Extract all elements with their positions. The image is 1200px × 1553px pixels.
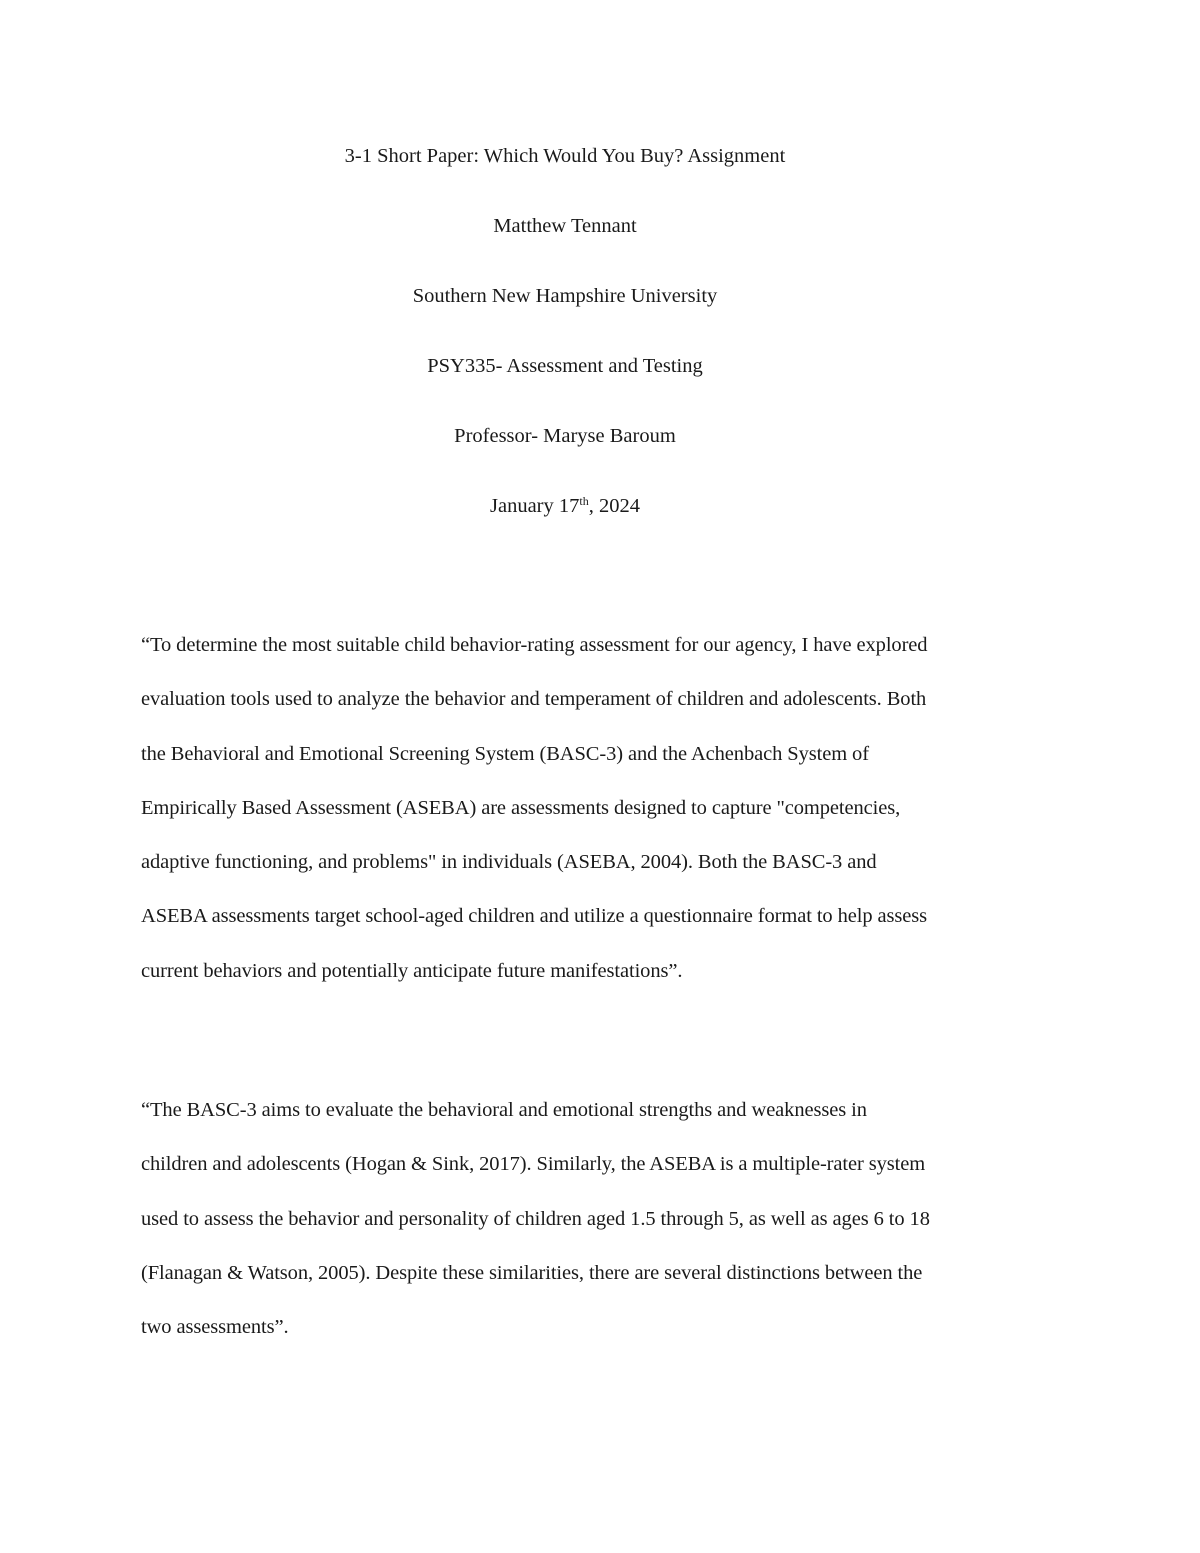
date-suffix: , 2024 — [588, 495, 640, 517]
date-ordinal: th — [579, 494, 589, 508]
paragraph-line: “To determine the most suitable child behavior-rating assessment for our agency, I have explored — [141, 634, 928, 656]
paragraph-line: the Behavioral and Emotional Screening System (BASC-3) and the Achenbach System of — [141, 742, 869, 765]
paragraph-line: current behaviors and potentially anticipate future manifestations”. — [141, 959, 683, 982]
author-name: Matthew Tennant — [493, 215, 637, 237]
paper-title: 3-1 Short Paper: Which Would You Buy? Assignment — [344, 145, 786, 167]
paragraph-line: Empirically Based Assessment (ASEBA) are assessments designed to capture "competencies, — [141, 796, 901, 819]
body-paragraph-2 — [141, 1083, 1066, 1354]
paragraph-line: “The BASC-3 aims to evaluate the behavioral and emotional strengths and weaknesses in — [141, 1099, 867, 1121]
paragraph-line: two assessments”. — [141, 1316, 289, 1339]
body-paragraph-1 — [141, 618, 1066, 998]
submission-date — [0, 488, 1130, 558]
title-page-block — [0, 138, 1130, 558]
paragraph-line: evaluation tools used to analyze the behavior and temperament of children and adolescents. Both — [141, 688, 927, 711]
date-prefix: January 17 — [490, 495, 580, 517]
paragraph-line: adaptive functioning, and problems" in individuals (ASEBA, 2004). Both the BASC-3 and — [141, 851, 877, 874]
institution-name: Southern New Hampshire University — [412, 285, 718, 307]
paragraph-line: ASEBA assessments target school-aged children and utilize a questionnaire format to help assess — [141, 905, 928, 928]
professor-name: Professor- Maryse Baroum — [454, 425, 676, 447]
paragraph-line: (Flanagan & Watson, 2005). Despite these similarities, there are several distinctions between the — [141, 1261, 923, 1284]
course-name: PSY335- Assessment and Testing — [427, 355, 703, 377]
paragraph-line: children and adolescents (Hogan & Sink, 2017). Similarly, the ASEBA is a multiple-rater system — [141, 1153, 926, 1176]
paragraph-line: used to assess the behavior and personality of children aged 1.5 through 5, as well as ages 6 to 18 — [141, 1207, 930, 1230]
